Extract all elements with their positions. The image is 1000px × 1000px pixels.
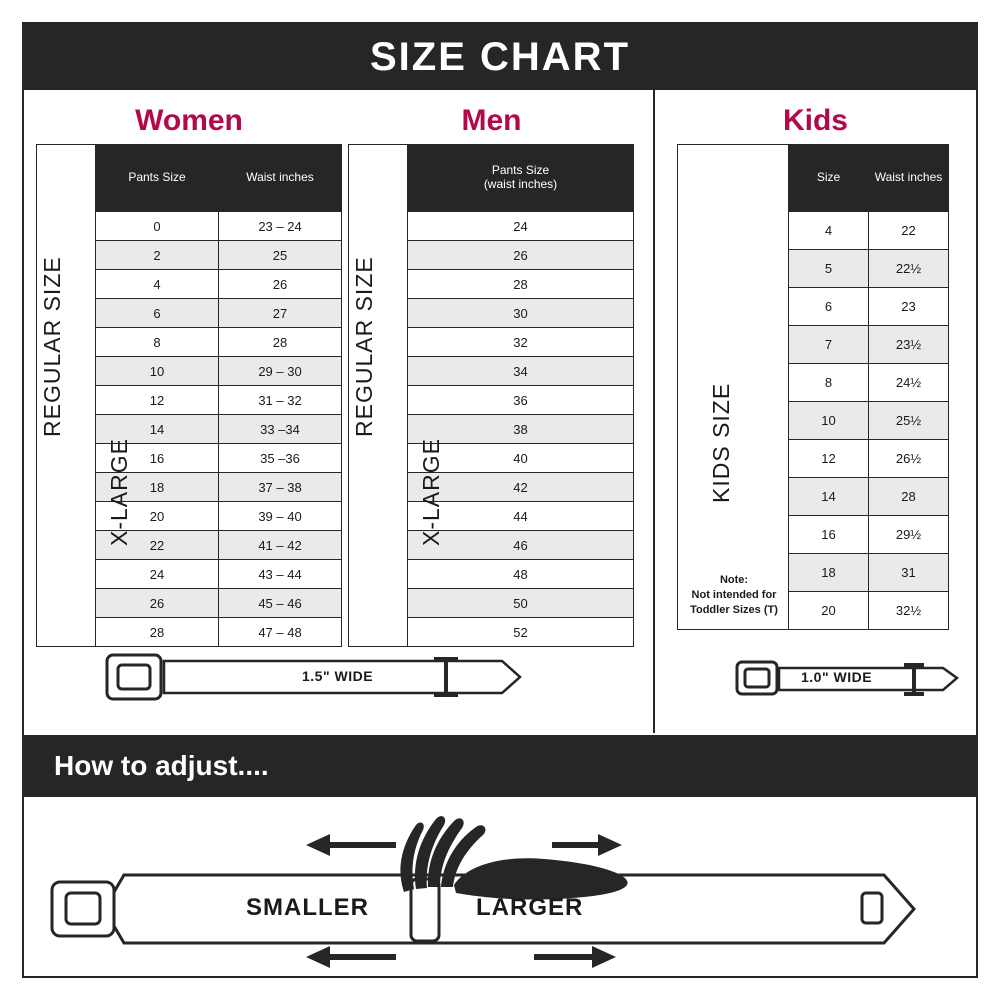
men-header	[408, 145, 634, 212]
table-row: 4	[789, 212, 869, 250]
table-row: 27	[219, 299, 342, 328]
kids-header-size: Size	[789, 145, 869, 212]
women-header-waist-line1: Waist inches	[246, 170, 314, 185]
table-row: 10	[789, 402, 869, 440]
table-row: 33 –34	[219, 415, 342, 444]
table-row: 26	[96, 589, 219, 618]
women-xlarge-label: X-LARGE	[106, 438, 132, 546]
table-row: 5	[789, 250, 869, 288]
kids-size-label: KIDS SIZE	[708, 382, 734, 504]
table-row: 22½	[869, 250, 949, 288]
men-size-table	[348, 144, 634, 647]
table-row: 6	[789, 288, 869, 326]
kids-size-table	[677, 144, 949, 630]
table-row: 7	[789, 326, 869, 364]
table-row: 6	[96, 299, 219, 328]
table-row: 14	[96, 415, 219, 444]
table-row: 50	[408, 589, 634, 618]
kids-table-wrap	[677, 144, 945, 644]
women-header-pants: Pants Size	[96, 145, 219, 212]
men-section	[330, 92, 653, 733]
table-row: 4	[96, 270, 219, 299]
table-row: 31	[869, 554, 949, 592]
table-row: 45 – 46	[219, 589, 342, 618]
table-row: 0	[96, 212, 219, 241]
kids-section	[655, 92, 976, 733]
table-row: 23 – 24	[219, 212, 342, 241]
table-row: 43 – 44	[219, 560, 342, 589]
table-row: 47 – 48	[219, 618, 342, 647]
table-row: 42	[408, 473, 634, 502]
women-side-labels	[37, 145, 96, 647]
table-row: 31 – 32	[219, 386, 342, 415]
adjust-larger-label: LARGER	[476, 894, 584, 921]
table-row: 24	[408, 212, 634, 241]
table-row: 23½	[869, 326, 949, 364]
table-row: 28	[96, 618, 219, 647]
table-row: 26	[408, 241, 634, 270]
table-row: 46	[408, 531, 634, 560]
kids-header-waist: Waist inches	[869, 145, 949, 212]
table-row: 16	[96, 444, 219, 473]
men-regular-size-label: REGULAR SIZE	[351, 256, 377, 437]
table-row: 18	[96, 473, 219, 502]
table-row: 2	[96, 241, 219, 270]
table-row: 16	[789, 516, 869, 554]
page-title-bar	[24, 24, 976, 90]
table-row: 25	[219, 241, 342, 270]
table-row: 32½	[869, 592, 949, 630]
men-header-line1: Pants Size	[491, 163, 550, 178]
men-header-line2: (waist inches)	[483, 177, 558, 191]
table-row: 20	[789, 592, 869, 630]
table-row: 24½	[869, 364, 949, 402]
table-row: 23	[869, 288, 949, 326]
kids-belt-graphic	[733, 650, 973, 704]
table-row: 32	[408, 328, 634, 357]
women-table-wrap	[36, 144, 338, 640]
table-row: 34	[408, 357, 634, 386]
women-heading: Women	[135, 104, 243, 137]
men-table-wrap	[348, 144, 634, 640]
adjust-belt-svg	[24, 797, 976, 976]
howto-illustration	[24, 797, 976, 976]
howto-heading: How to adjust....	[54, 750, 269, 781]
table-row: 52	[408, 618, 634, 647]
women-regular-size-label: REGULAR SIZE	[39, 256, 65, 437]
women-header-waist	[219, 145, 342, 212]
women-size-table	[36, 144, 342, 647]
table-row: 39 – 40	[219, 502, 342, 531]
table-row: 29½	[869, 516, 949, 554]
table-row: 35 –36	[219, 444, 342, 473]
men-xlarge-label: X-LARGE	[418, 438, 444, 546]
table-row: 29 – 30	[219, 357, 342, 386]
kids-note-line3: Toddler Sizes (T)	[690, 603, 778, 616]
table-row: 24	[96, 560, 219, 589]
kids-note	[684, 573, 784, 618]
table-row: 8	[96, 328, 219, 357]
table-row: 30	[408, 299, 634, 328]
kids-belt-width-label: 1.0" WIDE	[801, 669, 873, 685]
table-row: 18	[789, 554, 869, 592]
table-row: 26	[219, 270, 342, 299]
table-row: 10	[96, 357, 219, 386]
page-title: SIZE CHART	[370, 34, 630, 79]
table-row: 36	[408, 386, 634, 415]
kids-side-labels	[678, 145, 789, 630]
table-row: 40	[408, 444, 634, 473]
table-row: 48	[408, 560, 634, 589]
table-row: 20	[96, 502, 219, 531]
table-row: 41 – 42	[219, 531, 342, 560]
kids-heading: Kids	[782, 104, 848, 137]
table-row: 25½	[869, 402, 949, 440]
table-row: 44	[408, 502, 634, 531]
men-heading: Men	[461, 104, 522, 137]
men-side-labels	[349, 145, 408, 647]
table-row: 28	[408, 270, 634, 299]
table-row: 14	[789, 478, 869, 516]
table-row: 8	[789, 364, 869, 402]
table-row: 37 – 38	[219, 473, 342, 502]
table-row: 22	[96, 531, 219, 560]
table-row: 12	[96, 386, 219, 415]
howto-heading-bar	[24, 735, 976, 797]
table-row: 28	[869, 478, 949, 516]
table-row: 28	[219, 328, 342, 357]
kids-note-line2: Not intended for	[691, 588, 777, 601]
table-row: 26½	[869, 440, 949, 478]
table-row: 22	[869, 212, 949, 250]
kids-note-line1: Note:	[719, 574, 749, 586]
adjust-smaller-label: SMALLER	[246, 894, 369, 921]
table-row: 38	[408, 415, 634, 444]
women-belt-width-label: 1.5" WIDE	[302, 668, 374, 684]
table-row: 12	[789, 440, 869, 478]
